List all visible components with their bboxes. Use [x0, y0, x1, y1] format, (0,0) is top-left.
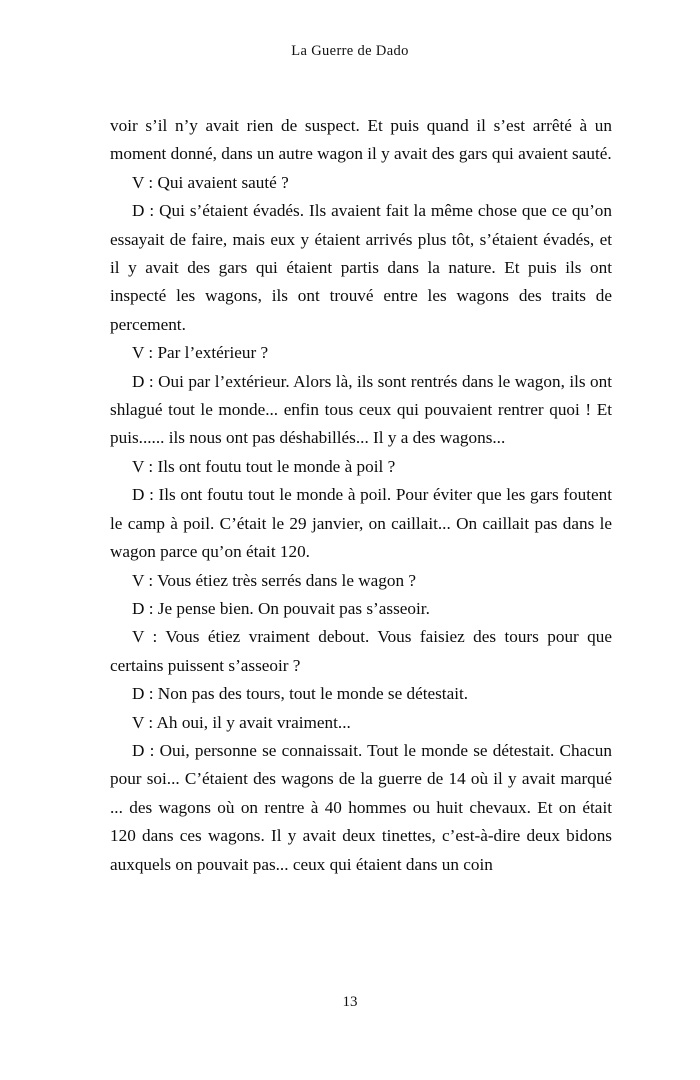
- dialogue-line-d: D : Je pense bien. On pouvait pas s’asseoir.: [132, 598, 430, 618]
- dialogue-line-d: D : Non pas des tours, tout le monde se détestait.: [132, 684, 469, 704]
- paragraph: voir s’il n’y avait rien de suspect. Et puis quand il s’est arrêté à un moment donné, dans un autre wagon il y avait des gars qui avaient sauté.: [110, 116, 612, 164]
- dialogue-line-v: V : Vous étiez vraiment debout. Vous faisiez des tours pour que certains puissent s’asseoir ?: [110, 627, 612, 675]
- page-number: 13: [342, 994, 358, 1010]
- dialogue-line-d: D : Oui, personne se connaissait. Tout le monde se détestait. Chacun pour soi... C’étaient des wagons de la guerre de 14 où il y avait marqué ... des wagons où on rentre à 40 hommes ou huit chevaux. Et on était 120 dans ces wagons. Il y avait deux tinettes, c’est-à-dire deux bidons auxquels on pouvait pas... ceux qui étaient dans un coin: [110, 740, 612, 874]
- dialogue-line-d: D : Qui s’étaient évadés. Ils avaient fait la même chose que ce qu’on essayait de faire, mais eux y étaient arrivés plus tôt, s’étaient évadés, et il y avait des gars qui étaient partis dans la nature. Et puis ils ont inspecté les wagons, ils ont trouvé entre les wagons des traits de percement.: [110, 201, 612, 334]
- body-text-block: [110, 112, 612, 879]
- dialogue-line-d: D : Oui par l’extérieur. Alors là, ils sont rentrés dans le wagon, ils ont shlagué tout le monde... enfin tous ceux qui pouvaient rentrer quoi ! Et puis...... ils nous ont pas déshabillés... Il y a des wagons...: [110, 371, 612, 448]
- dialogue-line-d: D : Ils ont foutu tout le monde à poil. Pour éviter que les gars foutent le camp à poil. C’était le 29 janvier, on caillait... On caillait pas dans le wagon parce qu’on était 120.: [110, 485, 612, 562]
- dialogue-line-v: V : Qui avaient sauté ?: [132, 172, 289, 192]
- dialogue-line-v: V : Ah oui, il y avait vraiment...: [132, 712, 351, 732]
- running-head: La Guerre de Dado: [291, 43, 409, 59]
- dialogue-line-v: V : Par l’extérieur ?: [132, 343, 269, 363]
- dialogue-line-v: V : Vous étiez très serrés dans le wagon ?: [132, 570, 417, 590]
- dialogue-line-v: V : Ils ont foutu tout le monde à poil ?: [132, 456, 396, 476]
